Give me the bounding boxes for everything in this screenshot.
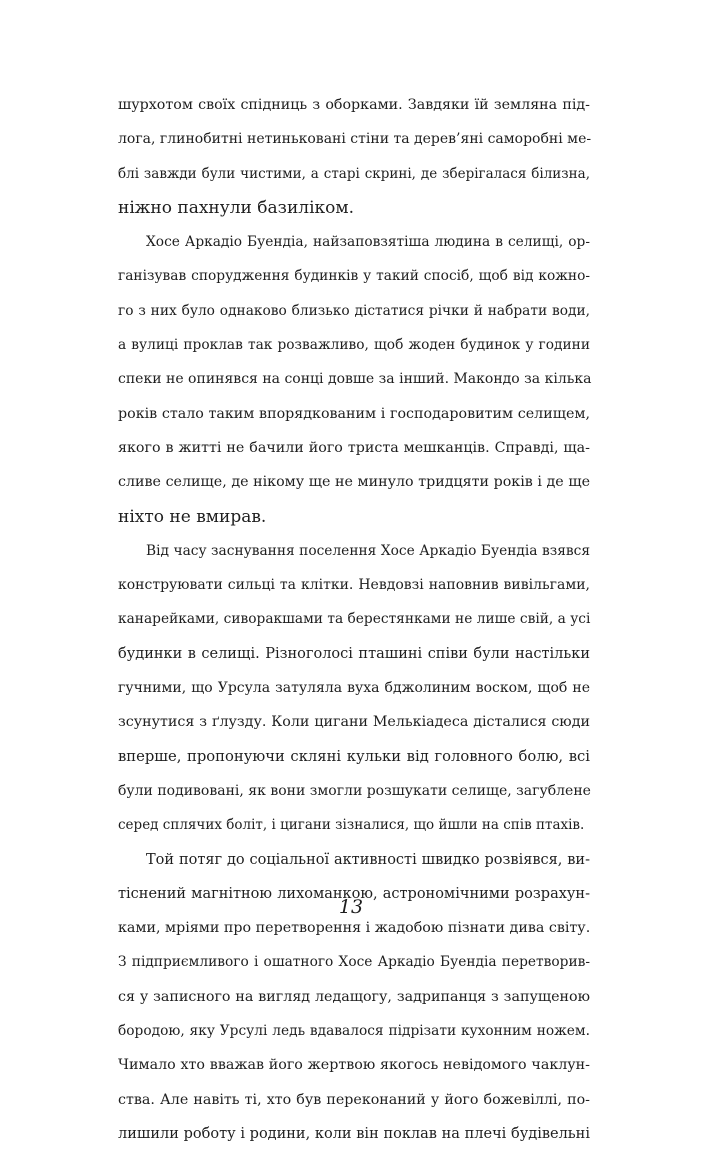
text-line: Хосе Аркадіо Буендіа, найзаповзятіша людина в селищі, ор- — [146, 234, 590, 251]
text-line: бородою, яку Урсулі ледь вдавалося підрізати кухонним ножем. — [118, 1023, 590, 1040]
body-text — [118, 88, 590, 1151]
text-line: будинки в селищі. Різноголосі пташині співи були настільки — [118, 645, 590, 662]
text-line: років стало таким впорядкованим і господаровитим селищем, — [118, 405, 590, 422]
text-line: Той потяг до соціальної активності швидко розвіявся, ви- — [146, 851, 590, 868]
text-line: ся у записного на вигляд ледащогу, задрипанця з запущеною — [118, 988, 590, 1005]
text-line: конструювати сильці та клітки. Невдовзі наповнив вивільгами, — [118, 577, 590, 594]
text-line: ства. Але навіть ті, хто був переконаний у його божевіллі, по- — [118, 1091, 590, 1108]
text-line: ганізував спорудження будинків у такий спосіб, щоб від кожно- — [118, 268, 590, 285]
text-line: гучними, що Урсула затуляла вуха бджолиним воском, щоб не — [118, 680, 590, 697]
text-line: вперше, пропонуючи скляні кульки від головного болю, всі — [118, 747, 590, 765]
text-line: якого в житті не бачили його триста мешканців. Справді, ща- — [118, 439, 590, 456]
text-line: канарейками, сиворакшами та берестянками не лише свій, а усі — [118, 611, 591, 628]
text-line: ніжно пахнули базиліком. — [118, 197, 354, 218]
text-line: Від часу заснування поселення Хосе Аркадіо Буендіа взявся — [146, 542, 590, 559]
text-line: шурхотом своїх спідниць з оборками. Завдяки їй земляна під- — [118, 97, 590, 113]
text-line: го з них було однаково близько дістатися річки й набрати води, — [118, 302, 590, 319]
page-number: 13 — [338, 896, 364, 918]
text-line: лишили роботу і родини, коли він поклав на плечі будівельні — [118, 1125, 590, 1142]
text-line: блі завжди були чистими, а старі скрині, де зберігалася білизна, — [118, 165, 590, 182]
text-line: ніхто не вмирав. — [118, 506, 267, 527]
text-line: сливе селище, де нікому ще не минуло тридцяти років і де ще — [118, 474, 590, 491]
text-line: З підприємливого і ошатного Хосе Аркадіо Буендіа перетворив- — [118, 954, 590, 971]
text-line: спеки не опинявся на сонці довше за інший. Макондо за кілька — [118, 371, 592, 388]
text-line: ками, мріями про перетворення і жадобою пізнати дива світу. — [118, 920, 591, 937]
text-line: тіснений магнітною лихоманкою, астрономічними розрахун- — [118, 885, 590, 902]
text-line: серед сплячих боліт, і цигани зізналися, що йшли на спів птахів. — [118, 817, 585, 834]
text-line: зсунутися з ґлузду. Коли цигани Мелькіадеса дісталися сюди — [118, 714, 590, 731]
text-line: а вулиці проклав так розважливо, щоб жоден будинок у години — [118, 337, 590, 354]
text-line: були подивовані, як вони змогли розшукати селище, загублене — [118, 782, 591, 799]
text-line: лога, глинобитні нетиньковані стіни та дерев’яні саморобні ме- — [118, 131, 592, 148]
text-line: Чимало хто вважав його жертвою якогось невідомого чаклун- — [118, 1057, 590, 1074]
